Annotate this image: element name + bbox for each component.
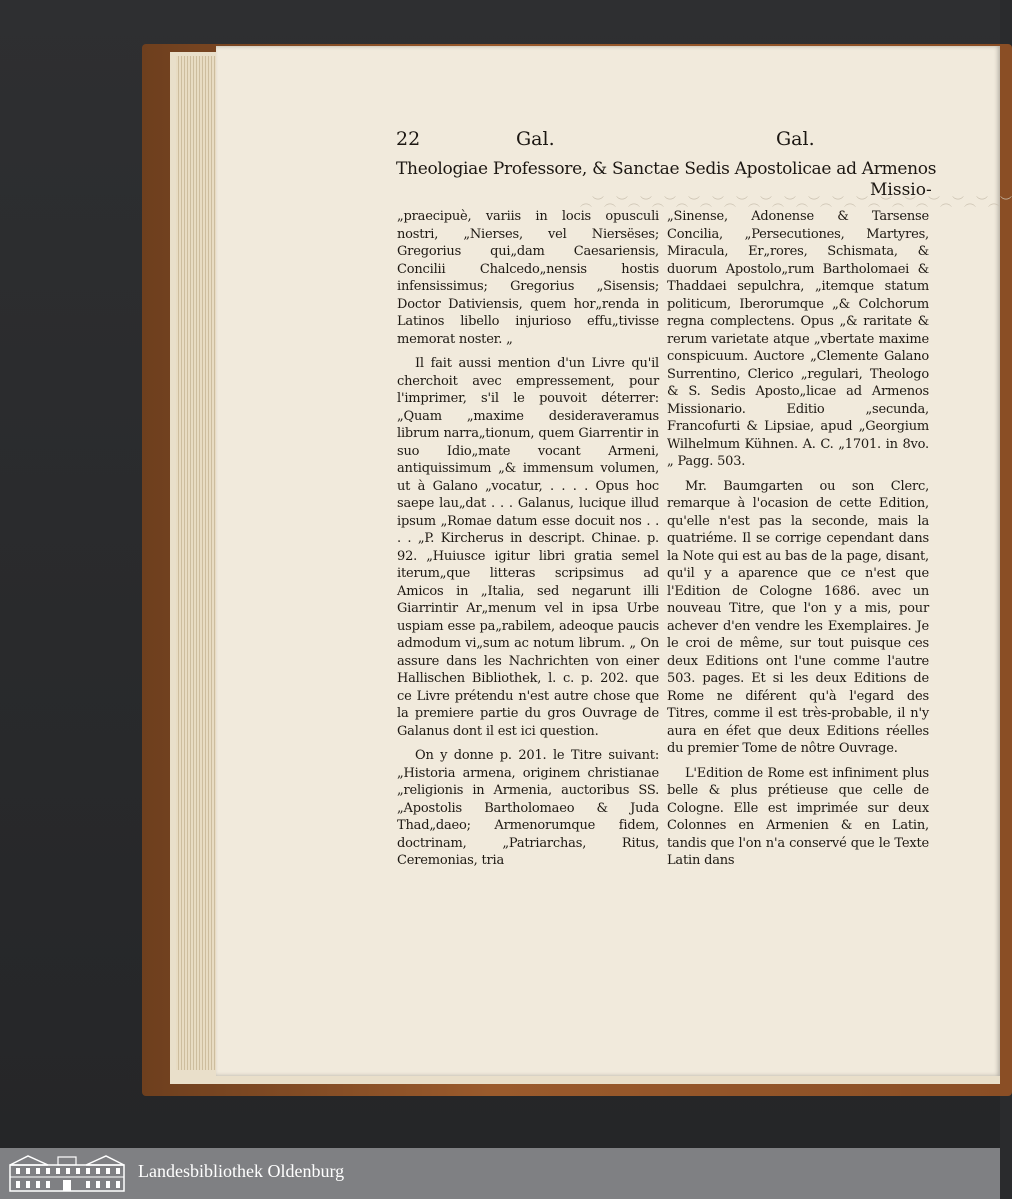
left-column [397,208,659,877]
paragraph: L'Edition de Rome est infiniment plus belle & plus prétieuse que celle de Cologne. Elle est imprimée sur deux Colonnes en Armenien & en Latin, tandis que l'on n'a conservé que le Texte Latin dans [667,765,929,868]
paragraph: „praecipuè, variis in locis opusculi nostri, „Nierses, vel Niersëses; Gregorius qui„dam Caesariensis, Concilii Chalcedo„nensis hostis infensissimus; Gregorius „Sisensis; Doctor Dativiensis, quem hor„renda in Latinos libello injurioso effu„tivisse memorat noster. „ [397,209,659,347]
running-header [396,128,931,154]
right-column [667,208,929,877]
paragraph: Il fait aussi mention d'un Livre qu'il cherchoit avec empressement, pour l'imprimer, s'il le pouvoit déterrer: „Quam „maxime desideraveramus librum narra„tionum, quem Giarrentir in suo Idio„mate vocant Armeni, antiquissimum „& immensum volumen, ut à Galano „vocatur, . . . . Opus hoc saepe lau„dat . . . Galanus, lucique illud ipsum „Romae datum esse docuit nos . . . . „P. Kircherus in descript. Chinae. p. 92. „Huiusce igitur libri gratia semel iterum„que litteras scripsimus ad Amicos in „Italia, sed negarunt illi Giarrintir Ar„menum vel in ipsa Urbe uspiam esse pa„rabilem, adeoque paucis admodum vi„sum ac notum librum. „ On assure dans les Nachrichten von einer Hallischen Bibliothek, l. c. p. 202. que ce Livre prétendu n'est autre chose que la premiere partie du gros Ouvrage de Galanus dont il est ici question. [397,356,659,739]
header-left: Gal. [516,128,555,150]
library-footer [0,1148,1000,1199]
paragraph: Mr. Baumgarten ou son Clerc, remarque à l'ocasion de cette Edition, qu'elle n'est pas la seconde, mais la quatriéme. Il se corrige cependant dans la Note qui est au bas de la page, disant, qu'il y a aparence que ce n'est que l'Edition de Cologne 1686. avec un nouveau Titre, que l'on y a mis, pour achever d'en vendre les Exemplaires. Je le croi de même, sur tout puisque ces deux Editions ont l'une comme l'autre 503. pages. Et si les deux Editions de Rome ne diférent qu'à l'egard des Titres, comme il est très-probable, il n'y aura en éfet que deux Editions réelles du premier Tome de nôtre Ouvrage. [667,478,929,756]
page-edges [176,56,220,1070]
bleed-through-text: ︵︶︵︶︵︶︵︶︵︶︵︶︵︶︵︶︵︶︵︶︵︶︵︶︵︶︵︶︵︶︵︶︵︶︵︶ [580,195,1012,209]
header-right: Gal. [776,128,815,150]
lead-line-continuation: Missio- [870,180,932,200]
paragraph: On y donne p. 201. le Titre suivant: „Historia armena, originem christianae „religionis in Armenia, auctoribus SS. „Apostolis Bartholomaeo & Juda Thad„daeo; Armenorumque fidem, doctrinam, „Patriarchas, Ritus, Ceremonias, tria [397,748,659,868]
library-building-icon [8,1153,126,1193]
lead-line: Theologiae Professore, & Sanctae Sedis Apostolicae ad Armenos [396,159,937,179]
library-name: Landesbibliothek Oldenburg [138,1161,345,1181]
page-number: 22 [396,128,421,150]
paragraph: „Sinense, Adonense & Tarsense Concilia, „Persecutiones, Martyres, Miracula, Er„rores, Schismata, & duorum Apostolo„rum Bartholomaei & Thaddaei sepulchra, „itemque statum politicum, Iberorumque „& Colchorum regna complectens. Opus „& raritate & rerum varietate atque „vbertate maxime conspicuum. Auctore „Clemente Galano Surrentino, Clerico „regulari, Theologo & S. Sedis Aposto„licae ad Armenos Missionario. Editio „secunda, Francofurti & Lipsiae, apud „Georgium Wilhelmum Kühnen. A. C. „1701. in 8vo. „ Pagg. 503. [667,209,929,469]
